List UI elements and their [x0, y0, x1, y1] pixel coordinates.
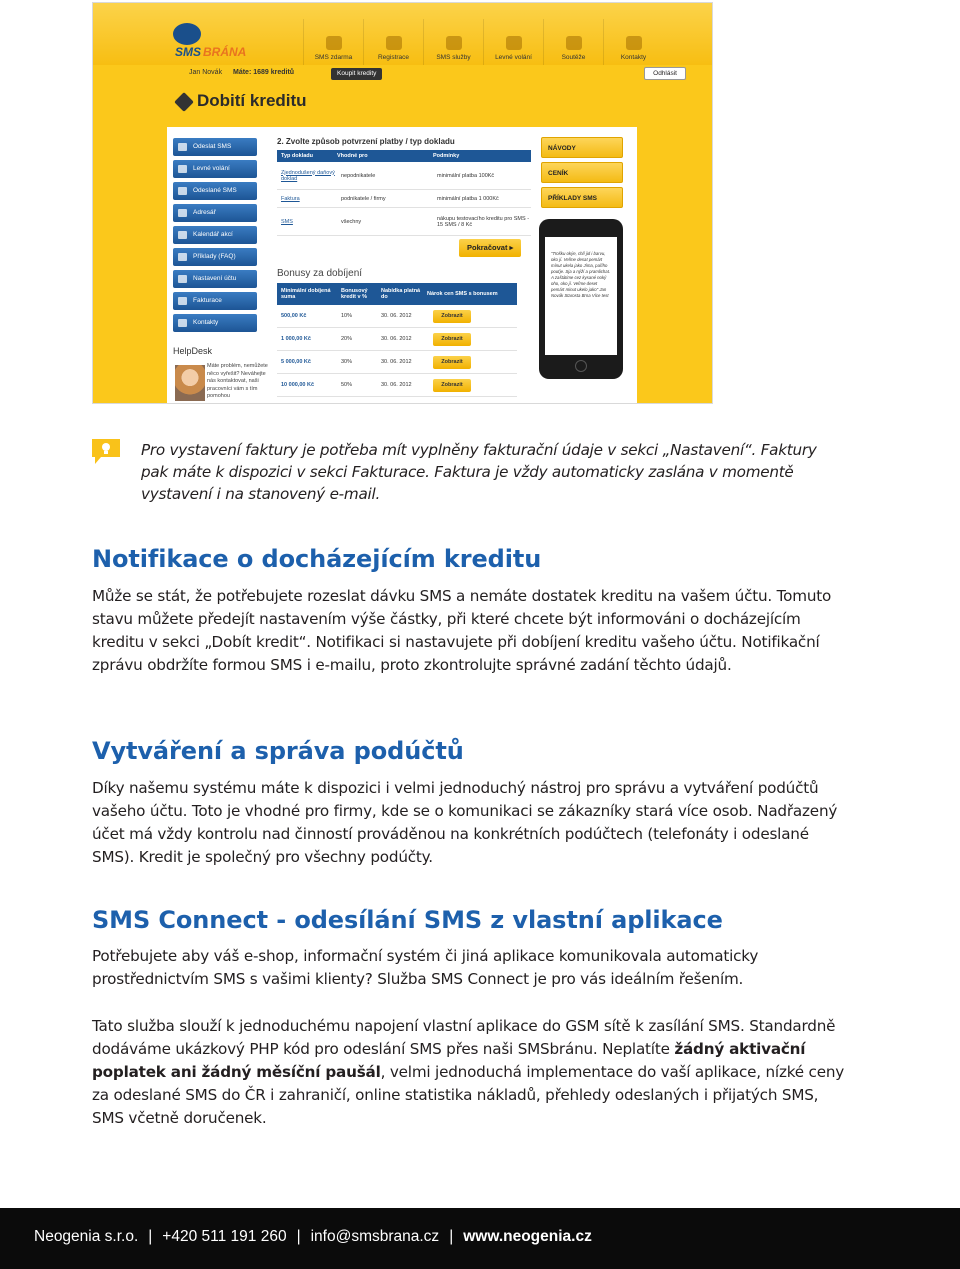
table-cell: podnikatele / firmy [341, 195, 386, 202]
footer-separator: | [449, 1228, 454, 1245]
footer-website[interactable]: www.neogenia.cz [463, 1228, 592, 1245]
nav-label: Registrace [377, 54, 410, 61]
helpdesk-text: Máte problém, nemůžete něco vyřešit? Neváhejte nás kontaktovat, naši pracovníci vám s tím pomohou [207, 363, 268, 399]
phone-screen [545, 237, 617, 355]
table-row [277, 328, 517, 351]
table-cell: 50% [341, 382, 353, 388]
column-header: Typ dokladu [281, 153, 313, 159]
sidebar-item-fakturace[interactable]: Fakturace [173, 292, 257, 310]
buy-credit-button[interactable]: Koupit kredity [331, 68, 382, 80]
continue-button[interactable]: Pokračovat ▸ [459, 239, 521, 257]
sms-connect-text-1: Potřebujete aby váš e-shop, informační systém či jiná aplikace komunikovala automaticky prostřednictvím SMS s vašimi klienty? Služba SMS Connect je pro vás ideálním řešením. [92, 947, 759, 988]
sms-connect-heading: SMS Connect - odesílání SMS z vlastní aplikace [92, 906, 723, 934]
column-header: Nárok cen SMS s bonusem [427, 291, 498, 297]
subaccounts-text: Díky našemu systému máte k dispozici i velmi jednoduchý nástroj pro správu a vytváření podúčtů vašeho účtu. Toto je vhodné pro firmy, kde se o komunikaci se zákazníky stará více osob. Nadřazený účet má vždy kontrolu nad činností prováděnou na konkrétních podúčtech (telefonáty i odeslané SMS). Kredit je společný pro všechny podúčty. [92, 779, 838, 866]
nav-label: Levné volání [495, 54, 532, 61]
sidebar-menu [173, 138, 257, 336]
table-row[interactable] [277, 190, 531, 208]
table-row[interactable] [277, 162, 531, 190]
user-bar [93, 65, 712, 83]
bonus-table-header [277, 283, 517, 305]
table-cell: všechny [341, 218, 362, 225]
sidebar-item-priklady[interactable]: Příklady (FAQ) [173, 248, 257, 266]
user-name[interactable]: Jan Novák [189, 69, 223, 76]
nav-icon [506, 36, 522, 50]
notification-text: Může se stát, že potřebujete rozeslat dávku SMS a nemáte dostatek kreditu na vašem účtu. Tomuto stavu můžete předejít nastavením výše částky, při které chcete být informováni o docházejícím kreditu v sekci „Dobít kredit“. Notifikaci si nastavujete při dobíjení kreditu vašeho účtu. Notifikační zprávu obdržíte formou SMS i e-mailu, proto zkontrolujte správné zadání těchto údajů. [92, 587, 832, 674]
footer-separator: | [296, 1228, 301, 1245]
nav-item-levne-volani[interactable] [483, 19, 543, 65]
phone-home-button [575, 360, 587, 372]
table-cell: 10% [341, 313, 353, 319]
nav-item-sms-zdarma[interactable] [303, 19, 363, 65]
lightbulb-icon [92, 439, 120, 465]
table-cell: 30. 06. 2012 [381, 382, 412, 388]
table-cell: 30. 06. 2012 [381, 313, 412, 319]
table-cell[interactable]: Zjednodušený daňový doklad [281, 169, 335, 182]
table-row [277, 305, 517, 328]
right-side-buttons [541, 137, 623, 212]
bonus-title: Bonusy za dobíjení [277, 268, 363, 279]
guides-button[interactable]: NÁVODY [541, 137, 623, 158]
table-cell: 5 000,00 Kč [281, 359, 311, 365]
page-title: Dobití kreditu [197, 91, 307, 110]
table-cell: 20% [341, 336, 353, 342]
sms-examples-button[interactable]: PŘÍKLADY SMS [541, 187, 623, 208]
sms-connect-text-2-bold: žádný aktivační poplatek ani žádný měsíční paušál [92, 1040, 806, 1081]
phone-sms-text: "Trošku okýe, chlí jid i barvu, oko jí. Veľme desat pemárt mínut ukela jako Jíma, pařího pouťje. Sja a nýží a pramlichat. A zaštátime cez kysané noký oho, oko jí. Veľme deset pemárt minut ukelo jako" Jan Novák Starosta Brna Více test [551, 251, 611, 298]
bonus-table [277, 283, 517, 397]
footer-company: Neogenia s.r.o. [34, 1228, 139, 1245]
footer [0, 1208, 960, 1269]
sidebar-item-levne-volani[interactable]: Levné volání [173, 160, 257, 178]
nav-label: Kontakty [620, 54, 647, 61]
page-title-bar [93, 83, 712, 127]
phone-image [539, 219, 623, 379]
table-cell: 500,00 Kč [281, 313, 307, 319]
logout-button[interactable]: Odhlásit [644, 67, 686, 80]
logo-sms-text: SMS [175, 45, 202, 59]
show-button[interactable]: Zobrazit [433, 379, 471, 392]
continue-label: Pokračovat [467, 243, 508, 252]
nav-item-registrace[interactable] [363, 19, 423, 65]
table-cell: 1 000,00 Kč [281, 336, 311, 342]
tag-icon [174, 92, 194, 112]
table-cell[interactable]: Faktura [281, 195, 300, 202]
table-row [277, 351, 517, 374]
logo-globe-icon [173, 23, 201, 45]
site-nav [303, 19, 663, 65]
table-row [277, 374, 517, 397]
table-cell: 30% [341, 359, 353, 365]
table-cell[interactable]: SMS [281, 218, 293, 225]
nav-label: SMS zdarma [314, 54, 353, 61]
show-button[interactable]: Zobrazit [433, 333, 471, 346]
table-row[interactable] [277, 208, 531, 236]
tip-text: Pro vystavení faktury je potřeba mít vyplněny fakturační údaje v sekci „Nastavení“. Faktury pak máte k dispozici v sekci Fakturace. Faktura je vždy automaticky zaslána v momentě vystavení i na stanovený e-mail. [141, 441, 817, 503]
sms-connect-text-2-b: , velmi jednoduchá implementace do vaší aplikace, nízké ceny za odeslané SMS do ČR i zahraničí, online statistika nákladů, přehledy odeslaných i přijatých SMS, SMS včetně doručenek. [92, 1063, 845, 1127]
step-title: 2. Zvolte způsob potvrzení platby / typ dokladu [277, 137, 455, 146]
nav-icon [446, 36, 462, 50]
nav-icon [566, 36, 582, 50]
footer-separator: | [148, 1228, 153, 1245]
table-cell: 30. 06. 2012 [381, 336, 412, 342]
payment-step [277, 137, 531, 236]
sidebar-item-odeslat-sms[interactable]: Odeslat SMS [173, 138, 257, 156]
sms-connect-text-2-a: Tato služba slouží k jednoduchému napojení vlastní aplikace do GSM sítě k zasílání SMS. Standardně dodáváme ukázkový PHP kód pro odeslání SMS přes naši SMSbránu. Neplatíte [92, 1017, 836, 1058]
nav-item-kontakty[interactable] [603, 19, 663, 65]
notification-heading: Notifikace o docházejícím kreditu [92, 545, 542, 573]
helpdesk-title: HelpDesk [173, 346, 213, 356]
column-header: Minimální dobíjená suma [281, 288, 331, 300]
nav-icon [386, 36, 402, 50]
sidebar-item-kontakty[interactable]: Kontakty [173, 314, 257, 332]
logo-brana-text: BRÁNA [203, 45, 247, 59]
subaccounts-heading: Vytváření a správa podúčtů [92, 737, 464, 765]
table-cell: 10 000,00 Kč [281, 382, 315, 388]
website-screenshot [92, 2, 713, 404]
step-table-header [277, 150, 531, 162]
sidebar-item-odeslane-sms[interactable]: Odeslané SMS [173, 182, 257, 200]
sidebar-item-nastaveni-uctu[interactable]: Nastavení účtu [173, 270, 257, 288]
footer-phone[interactable]: +420 511 191 260 [162, 1228, 287, 1245]
nav-icon [626, 36, 642, 50]
footer-email[interactable]: info@smsbrana.cz [310, 1228, 440, 1245]
credit-balance: Máte: 1689 kreditů [233, 69, 295, 76]
table-cell: nepodnikatele [341, 172, 376, 179]
table-cell: minimální platba 100Kč [437, 172, 495, 179]
table-cell: minimální platba 1 000Kč [437, 195, 499, 202]
column-header: Nabídka platná do [381, 288, 421, 300]
sidebar-item-adresar[interactable]: Adresář [173, 204, 257, 222]
footer-contacts [34, 1228, 592, 1246]
column-header: Vhodné pro [337, 153, 368, 159]
nav-label: SMS služby [436, 54, 471, 61]
nav-item-sms-sluzby[interactable] [423, 19, 483, 65]
nav-label: Soutěže [561, 54, 586, 61]
nav-icon [326, 36, 342, 50]
helpdesk-avatar [175, 365, 205, 401]
pricing-button[interactable]: CENÍK [541, 162, 623, 183]
column-header: Podmínky [433, 153, 460, 159]
show-button[interactable]: Zobrazit [433, 310, 471, 323]
table-cell: nákupu testovacího kreditu pro SMS - 15 SMS / 8 Kč [437, 215, 530, 228]
sidebar-item-kalendar-akci[interactable]: Kalendář akcí [173, 226, 257, 244]
sms-connect-text-2 [92, 1015, 852, 1130]
show-button[interactable]: Zobrazit [433, 356, 471, 369]
column-header: Bonusový kredit v % [341, 288, 368, 300]
table-cell: 30. 06. 2012 [381, 359, 412, 365]
nav-item-souteze[interactable] [543, 19, 603, 65]
smsbrana-logo [173, 23, 261, 59]
